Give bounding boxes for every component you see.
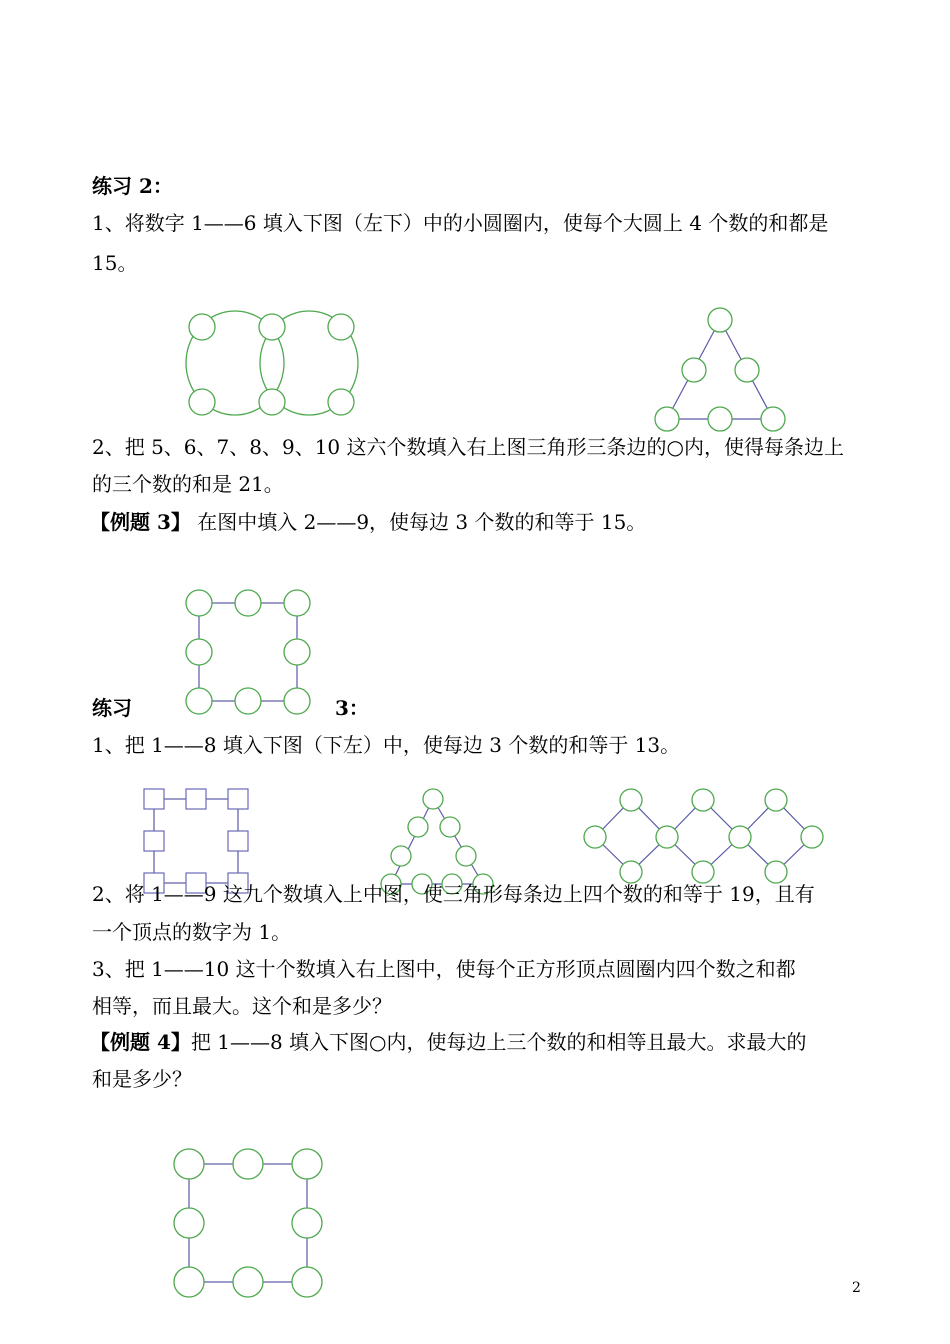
small-circle [189,314,215,340]
example-3-label: 【例题 3】 [90,510,191,534]
example-4-text: 把 1——8 填入下图○内，使每边上三个数的和相等且最大。求最大的 [190,1030,807,1054]
small-circle [235,688,261,714]
p3-q2-line1: 2、将 1——9 这九个数填入上中图，使三角形每条边上四个数的和等于 19，且有 [92,882,815,906]
small-circle [708,407,732,431]
example-4-line [90,1028,807,1056]
small-circle [284,688,310,714]
small-box [228,831,248,851]
small-box [144,789,164,809]
square-eight-circles-figure-2 [170,1145,330,1305]
small-circle [765,789,787,811]
small-circle [235,590,261,616]
small-circle [735,358,759,382]
small-circle [189,389,215,415]
small-circle [292,1149,322,1179]
p3-q3-line2: 相等，而且最大。这个和是多少？ [92,994,392,1018]
small-circle [259,314,285,340]
square-eight-circles-figure [180,587,320,722]
example-4-label: 【例题 4】 [90,1030,191,1054]
practice-3-title-right: 3： [335,696,369,720]
page-number: 2 [852,1280,861,1296]
p2-q2-line2: 的三个数的和是 21。 [92,472,284,496]
triangle-six-circles-figure [648,303,793,438]
small-circle [801,826,823,848]
small-circle [284,639,310,665]
small-circle [423,789,443,809]
small-circle [761,407,785,431]
practice-2-title: 练习 2： [92,174,173,198]
small-circle [284,590,310,616]
small-box [228,789,248,809]
small-circle [620,789,642,811]
small-circle [456,846,476,866]
small-circle [174,1208,204,1238]
small-circle [682,358,706,382]
small-circle [440,817,460,837]
small-circle [692,789,714,811]
small-circle [328,389,354,415]
small-circle [186,688,212,714]
three-diamonds-figure [582,787,827,877]
small-circle [292,1267,322,1297]
small-circle [391,846,411,866]
small-circle [174,1149,204,1179]
small-circle [408,817,428,837]
small-circle [328,314,354,340]
small-circle [292,1208,322,1238]
example-3-text: 在图中填入 2——9，使每边 3 个数的和等于 15。 [190,510,647,534]
p3-q3-line1: 3、把 1——10 这十个数填入右上图中，使每个正方形顶点圆圈内四个数之和都 [92,957,796,981]
small-box [186,789,206,809]
small-circle [708,308,732,332]
two-big-circles-figure [180,305,365,425]
small-circle [729,826,751,848]
small-box [144,831,164,851]
p2-q1-line2: 15。 [92,251,138,275]
small-circle [174,1267,204,1297]
p3-q2-line2: 一个顶点的数字为 1。 [92,920,292,944]
example-4-line2: 和是多少？ [92,1067,192,1091]
example-3-line [90,508,646,536]
small-circle [655,407,679,431]
p2-q1-line1: 1、将数字 1——6 填入下图（左下）中的小圆圈内，使每个大圆上 4 个数的和都是 [92,211,829,235]
small-circle [186,639,212,665]
small-circle [186,590,212,616]
small-circle [233,1149,263,1179]
small-circle [584,826,606,848]
small-circle [656,826,678,848]
p2-q2-line1: 2、把 5、6、7、8、9、10 这六个数填入右上图三角形三条边的○内，使得每条边上 [92,435,844,459]
small-circle [259,389,285,415]
p3-q1: 1、把 1——8 填入下图（下左）中，使每边 3 个数的和等于 13。 [92,733,681,757]
small-circle [233,1267,263,1297]
practice-3-title-left: 练习 [92,696,132,720]
